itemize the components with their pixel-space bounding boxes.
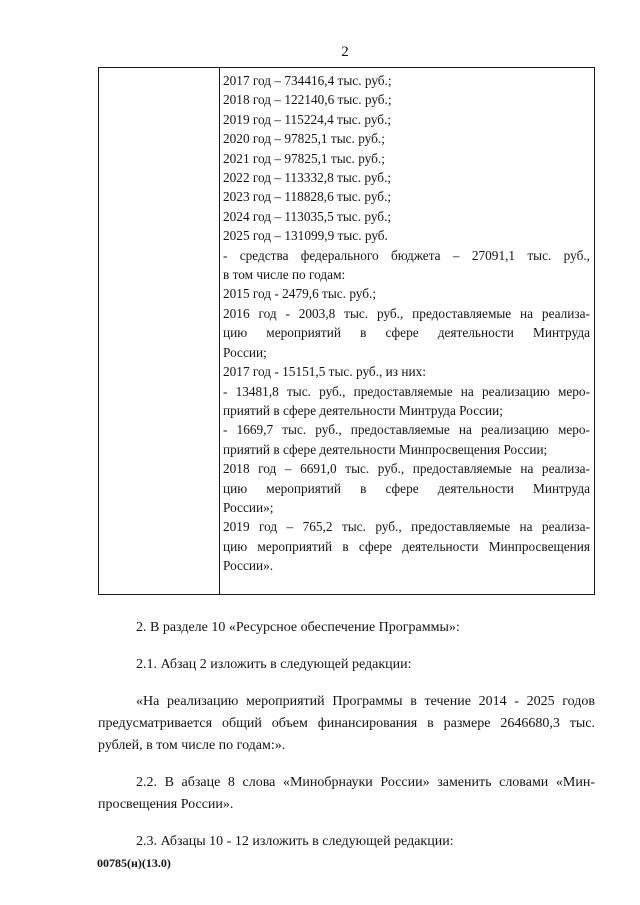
paragraph-section-10: 2. В разделе 10 «Ресурсное обеспечение Программы»: <box>136 620 460 635</box>
table-line: России; <box>223 344 267 360</box>
table-line: 2022 год – 113332,8 тыс. руб.; <box>223 170 392 186</box>
paragraph-2-3: 2.3. Абзацы 10 - 12 изложить в следующей редакции: <box>136 834 454 849</box>
table-line: 2019 год – 765,2 тыс. руб., предоставляемые на реализа- <box>223 519 590 535</box>
table-line: 2019 год – 115224,4 тыс. руб.; <box>223 111 392 127</box>
table-line: - 13481,8 тыс. руб., предоставляемые на реализацию меро- <box>223 383 590 399</box>
paragraph-quote <box>98 691 595 757</box>
table-line: 2016 год - 2003,8 тыс. руб., предоставляемые на реализа- <box>223 305 590 321</box>
table-line: 2017 год - 15151,5 тыс. руб., из них: <box>223 364 426 380</box>
resource-table <box>98 67 595 595</box>
table-line: 2018 год – 122140,6 тыс. руб.; <box>223 92 392 108</box>
table-line: 2024 год – 113035,5 тыс. руб.; <box>223 208 392 224</box>
table-line: цию мероприятий в сфере деятельности Минтруда <box>223 480 590 496</box>
table-line: 2015 год - 2479,6 тыс. руб.; <box>223 286 377 302</box>
table-line: цию мероприятий в сфере деятельности Минпросвещения <box>223 538 590 554</box>
paragraph-2-1: 2.1. Абзац 2 изложить в следующей редакции: <box>136 657 412 672</box>
page-number: 2 <box>341 44 349 60</box>
table-line: - средства федерального бюджета – 27091,1 тыс. руб., <box>223 247 590 263</box>
table-line: 2017 год – 734416,4 тыс. руб.; <box>223 73 392 88</box>
paragraph-line: предусматривается общий объем финансирования в размере 2646680,3 тыс. <box>98 716 595 731</box>
table-line: России»; <box>223 499 274 515</box>
table-line: в том числе по годам: <box>223 267 346 283</box>
table-line: приятий в сфере деятельности Минтруда России; <box>223 402 503 418</box>
paragraph-line: рублей, в том числе по годам:». <box>98 738 286 753</box>
document-body <box>98 617 595 868</box>
table-line: - 1669,7 тыс. руб., предоставляемые на реализацию меро- <box>223 422 590 438</box>
table-line: 2025 год – 131099,9 тыс. руб. <box>223 228 388 244</box>
table-line: 2018 год – 6691,0 тыс. руб., предоставляемые на реализа- <box>223 461 590 477</box>
table-line: 2021 год – 97825,1 тыс. руб.; <box>223 150 385 166</box>
table-line: 2020 год – 97825,1 тыс. руб.; <box>223 131 385 147</box>
footer-document-code: 00785(н)(13.0) <box>97 856 171 870</box>
paragraph-line: 2.2. В абзаце 8 слова «Минобрнауки России» заменить словами «Мин- <box>136 775 595 790</box>
table-line: цию мероприятий в сфере деятельности Минтруда <box>223 325 590 341</box>
paragraph-line: «На реализацию мероприятий Программы в течение 2014 - 2025 годов <box>136 694 595 709</box>
table-line: 2023 год – 118828,6 тыс. руб.; <box>223 189 392 205</box>
table-column-divider <box>219 68 220 594</box>
paragraph-2-2 <box>98 772 595 816</box>
paragraph-line: просвещения России». <box>98 797 234 812</box>
table-line: России». <box>223 558 274 574</box>
table-cell-funding <box>223 71 590 576</box>
table-line: приятий в сфере деятельности Минпросвещения России; <box>223 441 548 457</box>
